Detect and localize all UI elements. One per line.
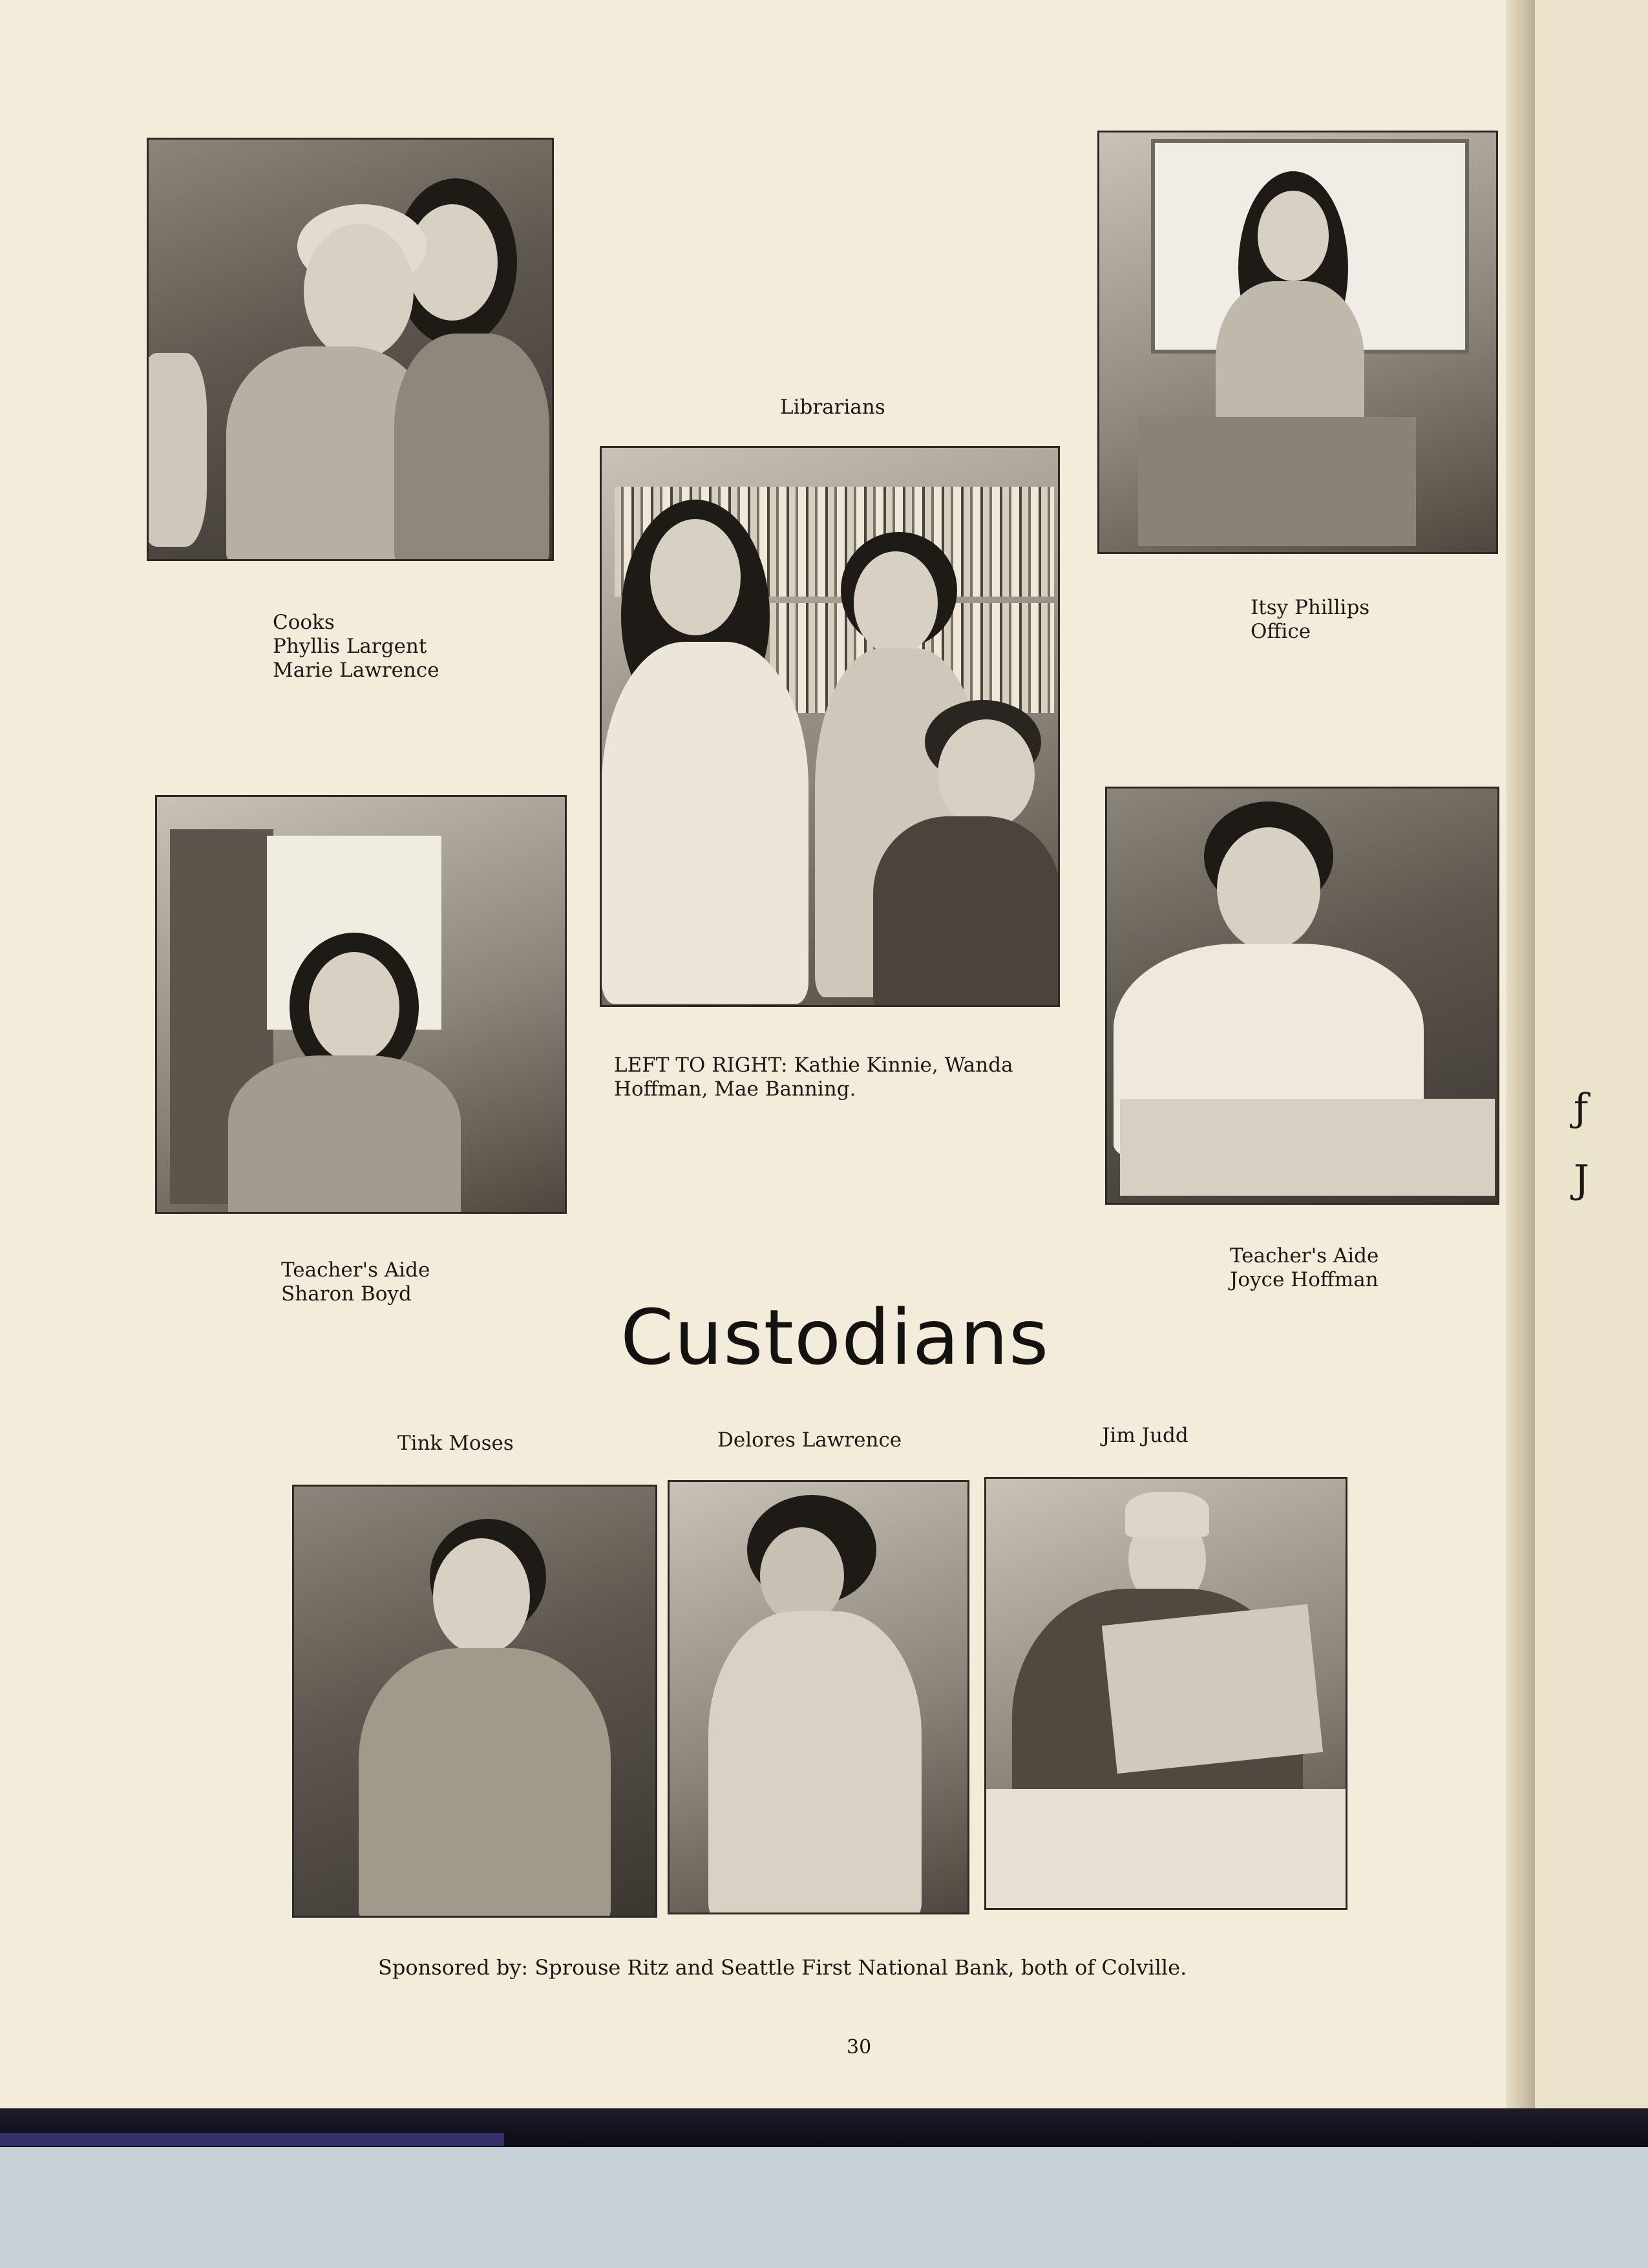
sponsor-line: Sponsored by: Sprouse Ritz and Seattle First National Bank, both of Colville. — [378, 1955, 1187, 1980]
scan-backdrop — [0, 2147, 1648, 2268]
cooks-photo — [147, 138, 554, 561]
librarians-names-line-2: Hoffman, Mae Banning. — [614, 1077, 856, 1101]
aide-hoffman-role: Teacher's Aide — [1230, 1244, 1379, 1267]
aide-boyd-name: Sharon Boyd — [281, 1282, 412, 1306]
section-heading: Custodians — [620, 1293, 1050, 1382]
cooks-caption — [273, 611, 439, 683]
aide-hoffman-name: Joyce Hoffman — [1230, 1268, 1379, 1291]
librarians-heading: Librarians — [780, 396, 885, 419]
librarians-names — [614, 1054, 1013, 1101]
cooks-name-1: Phyllis Largent — [273, 635, 427, 658]
librarians-photo — [600, 446, 1060, 1007]
book-cover-trim — [0, 2133, 504, 2146]
aide-boyd-role: Teacher's Aide — [281, 1258, 430, 1282]
cooks-title: Cooks — [273, 611, 335, 634]
office-photo — [1097, 131, 1498, 554]
custodian-photo-jim-judd — [984, 1477, 1347, 1910]
aide-hoffman-photo — [1105, 787, 1499, 1205]
aide-boyd-photo — [155, 795, 567, 1214]
page-number: 30 — [847, 2036, 872, 2059]
custodian-photo-tink-moses — [292, 1485, 657, 1918]
facing-page-ink-mark: J — [1574, 1157, 1590, 1202]
cooks-name-2: Marie Lawrence — [273, 659, 439, 682]
office-caption — [1251, 596, 1369, 644]
custodian-photo-delores-lawrence — [668, 1480, 969, 1914]
aide-hoffman-caption — [1230, 1244, 1379, 1292]
book-spine — [1506, 0, 1535, 2133]
office-role: Office — [1251, 620, 1311, 643]
custodian-name-tink-moses: Tink Moses — [397, 1432, 514, 1455]
custodian-name-jim-judd: Jim Judd — [1102, 1424, 1188, 1447]
aide-boyd-caption — [281, 1258, 430, 1306]
office-name: Itsy Phillips — [1251, 596, 1370, 619]
facing-page-ink-mark: ƒ — [1574, 1086, 1589, 1131]
facing-page-edge — [1535, 0, 1648, 2114]
custodian-name-delores-lawrence: Delores Lawrence — [717, 1428, 902, 1452]
librarians-names-line-1: LEFT TO RIGHT: Kathie Kinnie, Wanda — [614, 1054, 1013, 1077]
